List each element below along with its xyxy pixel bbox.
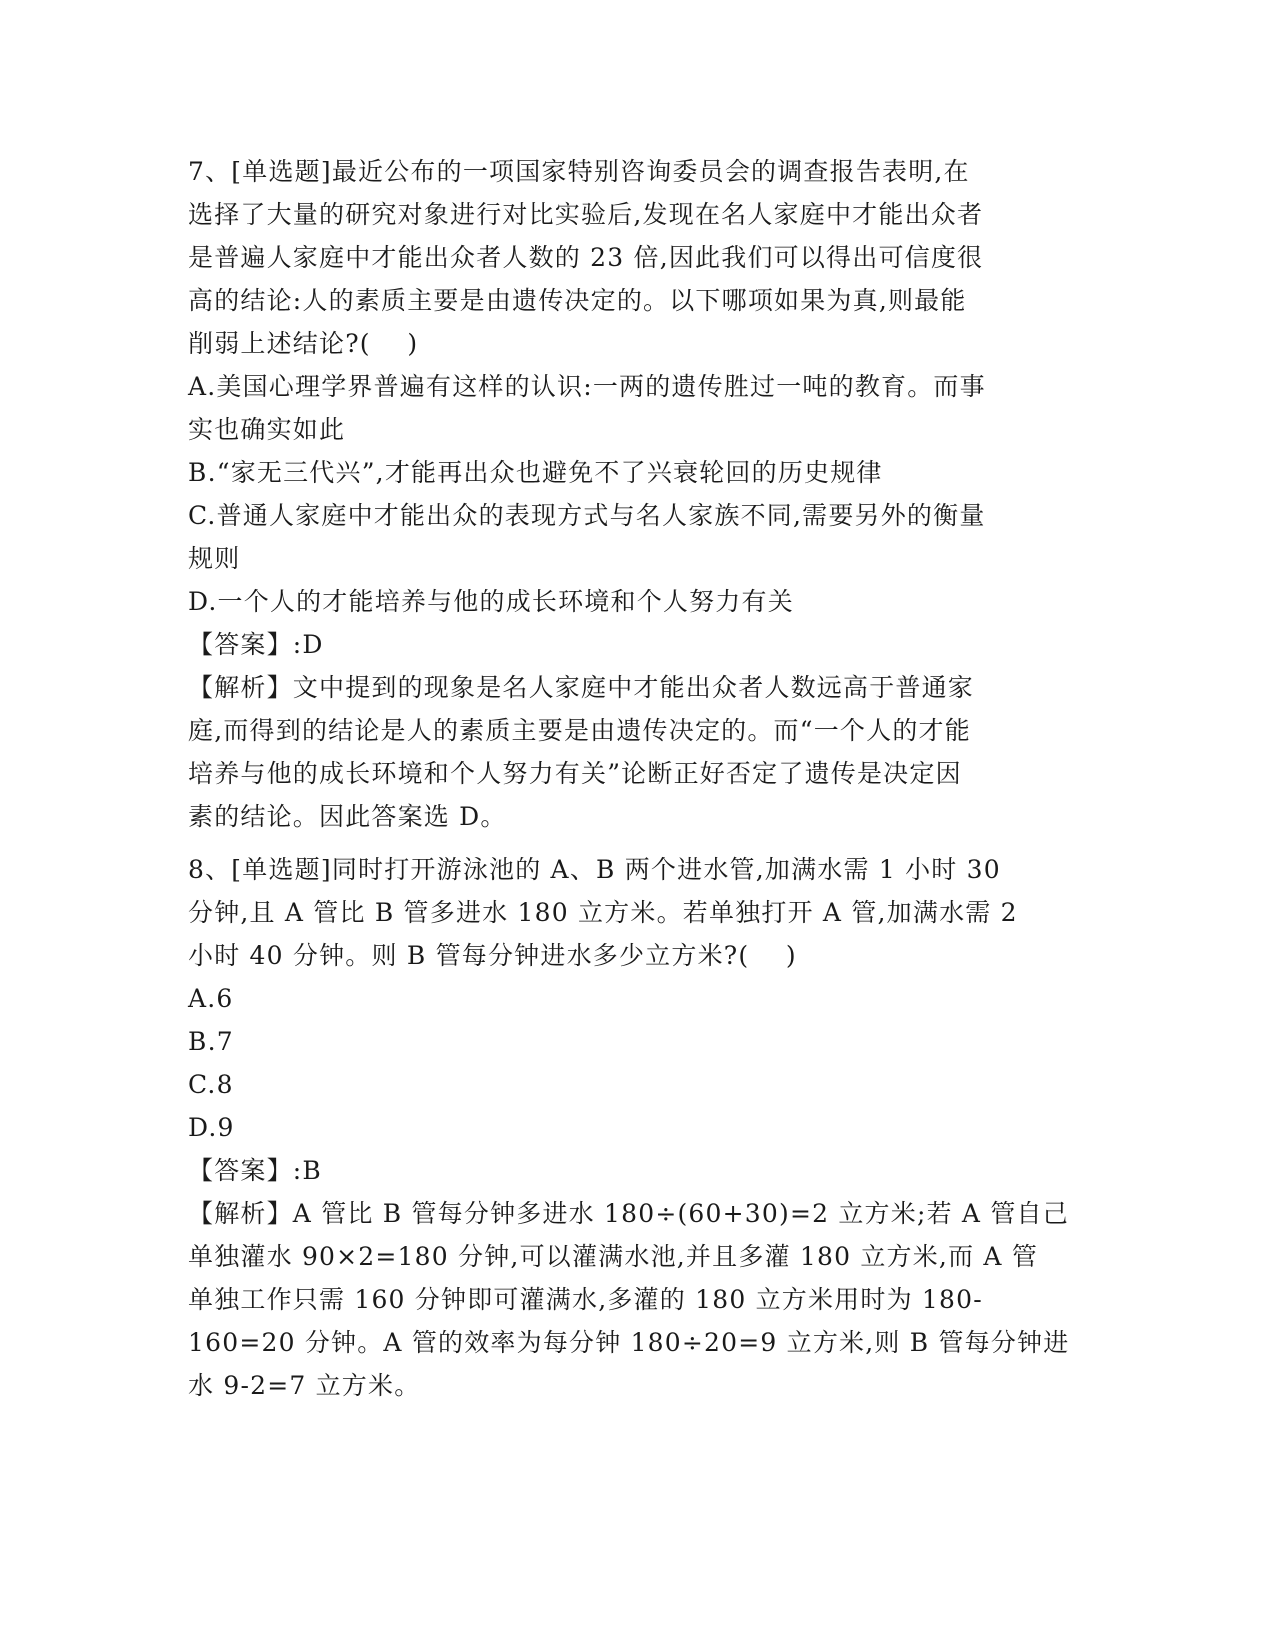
- analysis-line: 160=20 分钟。A 管的效率为每分钟 180÷20=9 立方米,则 B 管每分钟进: [188, 1328, 1070, 1357]
- analysis-line: 庭,而得到的结论是人的素质主要是由遗传决定的。而“一个人的才能: [188, 716, 971, 745]
- analysis-block: [188, 1192, 1088, 1407]
- analysis-line: 单独灌水 90×2=180 分钟,可以灌满水池,并且多灌 180 立方米,而 A 管: [188, 1242, 1039, 1271]
- option-line: D.一个人的才能培养与他的成长环境和个人努力有关: [188, 587, 794, 616]
- question-stem: [188, 848, 1088, 977]
- analysis-line: 素的结论。因此答案选 D。: [188, 802, 507, 831]
- stem-line: 小时 40 分钟。则 B 管每分钟进水多少立方米?( ): [188, 941, 797, 970]
- analysis-block: [188, 666, 1088, 838]
- stem-line: 分钟,且 A 管比 B 管多进水 180 立方米。若单独打开 A 管,加满水需 2: [188, 898, 1018, 927]
- answer-line: 【答案】:B: [188, 1156, 322, 1185]
- option-line: B.7: [188, 1027, 234, 1056]
- option-line: C.普通人家庭中才能出众的表现方式与名人家族不同,需要另外的衡量: [188, 501, 986, 530]
- option-line: A.6: [188, 984, 234, 1013]
- analysis-line: 【解析】文中提到的现象是名人家庭中才能出众者人数远高于普通家: [188, 673, 975, 702]
- stem-line: 选择了大量的研究对象进行对比实验后,发现在名人家庭中才能出众者: [188, 200, 984, 229]
- option-list: [188, 365, 1088, 623]
- question-8: [188, 848, 1088, 1407]
- analysis-line: 水 9-2=7 立方米。: [188, 1371, 421, 1400]
- answer-line: 【答案】:D: [188, 630, 324, 659]
- question-7: [188, 150, 1088, 838]
- analysis-line: 单独工作只需 160 分钟即可灌满水,多灌的 180 立方米用时为 180-: [188, 1285, 983, 1314]
- option-line: 实也确实如此: [188, 415, 346, 444]
- option-line: B.“家无三代兴”,才能再出众也避免不了兴衰轮回的历史规律: [188, 458, 883, 487]
- analysis-line: 培养与他的成长环境和个人努力有关”论断正好否定了遗传是决定因: [188, 759, 962, 788]
- stem-line: 7、[单选题]最近公布的一项国家特别咨询委员会的调查报告表明,在: [188, 157, 970, 186]
- stem-line: 是普遍人家庭中才能出众者人数的 23 倍,因此我们可以得出可信度很: [188, 243, 984, 272]
- option-line: 规则: [188, 544, 241, 573]
- analysis-line: 【解析】A 管比 B 管每分钟多进水 180÷(60+30)=2 立方米;若 A 管自己: [188, 1199, 1069, 1228]
- option-line: A.美国心理学界普遍有这样的认识:一两的遗传胜过一吨的教育。而事: [188, 372, 986, 401]
- option-line: C.8: [188, 1070, 234, 1099]
- stem-line: 高的结论:人的素质主要是由遗传决定的。以下哪项如果为真,则最能: [188, 286, 967, 315]
- stem-line: 8、[单选题]同时打开游泳池的 A、B 两个进水管,加满水需 1 小时 30: [188, 855, 1001, 884]
- option-line: D.9: [188, 1113, 235, 1142]
- stem-line: 削弱上述结论?( ): [188, 329, 419, 358]
- document-page: [188, 150, 1088, 1407]
- option-list: [188, 977, 1088, 1149]
- question-stem: [188, 150, 1088, 365]
